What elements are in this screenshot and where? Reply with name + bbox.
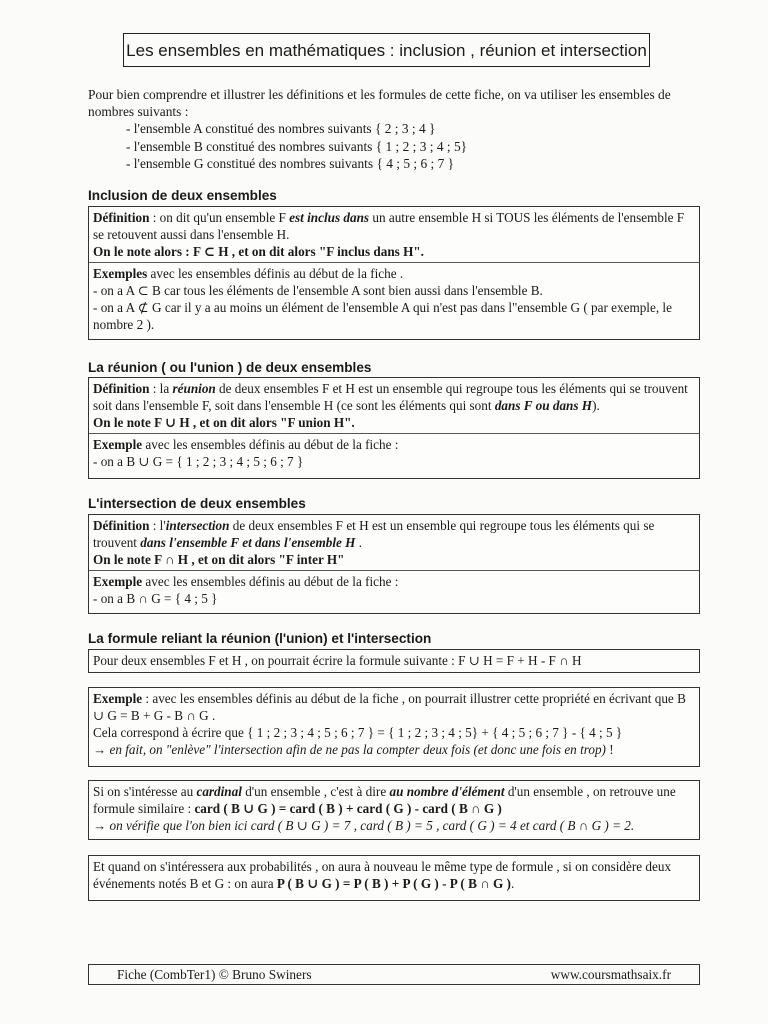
examples-intro-text: avec les ensembles définis au début de la fiche : [142, 574, 399, 589]
probabilities-formula: P ( B ∪ G ) = P ( B ) + P ( G ) - P ( B ∩ G ) [276, 876, 511, 891]
union-example-1: - on a B ∪ G = { 1 ; 2 ; 3 ; 4 ; 5 ; 6 ; 7 } [93, 454, 304, 469]
example-end: ! [605, 742, 614, 757]
examples-intro [93, 265, 695, 282]
definition-text: de deux ensembles F et H est un ensemble qui regroupe tous les éléments qui se trouvent [93, 518, 655, 550]
notation-line [93, 414, 695, 431]
page-title: Les ensembles en mathématiques : inclusion , réunion et intersection [123, 33, 650, 67]
union-term: réunion [172, 381, 216, 396]
formula-box [88, 649, 700, 673]
probabilities-text [93, 858, 695, 892]
inclusion-heading: Inclusion de deux ensembles [88, 188, 277, 203]
union-definition [89, 378, 699, 433]
cardinal-text-part: d'un ensemble , c'est à dire [241, 784, 390, 799]
footer [88, 964, 700, 985]
formula-line: Pour deux ensembles F et H , on pourrait écrire la formule suivante : F ∪ H = F + H - F ∩ H [93, 653, 582, 668]
cardinal-check-line [93, 817, 695, 834]
intro-section [88, 86, 698, 173]
intersection-notation: On le note F ∩ H , et on dit alors "F inter H" [93, 552, 345, 567]
definition-label: Définition [93, 518, 150, 533]
cardinal-text-part: Si on s'intéresse au [93, 784, 197, 799]
cardinal-text [93, 783, 695, 817]
examples-intro [93, 436, 695, 453]
examples-label: Exemple [93, 437, 143, 452]
sets-list [88, 120, 698, 173]
intro-text: Pour bien comprendre et illustrer les définitions et les formules de cette fiche, on va utiliser les ensembles de nombres suivants : [88, 87, 671, 119]
definition-text: : la [149, 381, 173, 396]
probabilities-box [88, 855, 700, 901]
intersection-term: intersection [165, 518, 230, 533]
examples-intro-text: avec les ensembles définis au début de la fiche . [147, 266, 404, 281]
footer-credit: Fiche (CombTer1) © Bruno Swiners [117, 967, 312, 982]
definition-text: ). [592, 398, 600, 413]
union-notation: On le note F ∪ H , et on dit alors "F union H". [93, 415, 355, 430]
definition-text: de deux ensembles F et H est un ensemble qui regroupe tous les éléments qui se trouvent soit dans l'ensemble F, soit dans l'ensemble H (ce sont les éléments qui sont [93, 381, 688, 413]
notation-line [93, 551, 695, 568]
definition-label: Définition [93, 210, 150, 225]
example-content [89, 688, 699, 760]
definition-text: . [355, 535, 363, 550]
example-box [88, 687, 700, 767]
union-definition-text [93, 380, 695, 414]
example-conclusion: → en fait, on "enlève" l'intersection afin de ne pas la compter deux fois (et donc une fois en trop) [93, 742, 606, 757]
examples-intro [93, 573, 695, 590]
formula-heading: La formule reliant la réunion (l'union) et l'intersection [88, 631, 432, 646]
intersection-box [88, 514, 700, 614]
union-box [88, 377, 700, 479]
example-label: Exemple [93, 691, 143, 706]
intersection-definition [89, 515, 699, 570]
intersection-heading: L'intersection de deux ensembles [88, 496, 306, 511]
union-emphasis: dans F ou dans H [494, 398, 593, 413]
set-a-item: - l'ensemble A constitué des nombres suivants { 2 ; 3 ; 4 } [126, 121, 436, 136]
union-examples [89, 433, 699, 472]
definition-text: : l' [149, 518, 166, 533]
example-intro [93, 690, 695, 724]
cardinal-emphasis: au nombre d'élément [389, 784, 505, 799]
examples-label: Exemples [93, 266, 148, 281]
inclusion-example-1: - on a A ⊂ B car tous les éléments de l'ensemble A sont bien aussi dans l'ensemble B. [93, 283, 543, 298]
inclusion-notation: On le note alors : F ⊂ H , et on dit alors "F inclus dans H". [93, 244, 424, 259]
inclusion-definition-text [93, 209, 695, 243]
examples-intro-text: avec les ensembles définis au début de la fiche : [142, 437, 399, 452]
cardinal-text-part: d'un ensemble , on retrouve une formule similaire : [93, 784, 676, 816]
inclusion-term: est inclus dans [289, 210, 370, 225]
intersection-definition-text [93, 517, 695, 551]
cardinal-formula: card ( B ∪ G ) = card ( B ) + card ( G ) - card ( B ∩ G ) [194, 801, 502, 816]
definition-label: Définition [93, 381, 150, 396]
inclusion-box [88, 206, 700, 340]
inclusion-definition [89, 207, 699, 262]
union-heading: La réunion ( ou l'union ) de deux ensembles [88, 360, 372, 375]
cardinal-box [88, 780, 700, 840]
probabilities-text-part: Et quand on s'intéressera aux probabilités , on aura à nouveau le même type de formule , si on considère deux événements notés B et G : on aura [93, 859, 672, 891]
cardinal-check: → on vérifie que l'on bien ici card ( B ∪ G ) = 7 , card ( B ) = 5 , card ( G ) = 4 et card ( B ∩ G ) = 2. [93, 818, 635, 833]
intersection-emphasis: dans l'ensemble F et dans l'ensemble H [140, 535, 356, 550]
inclusion-example-2: - on a A ⊄ G car il y a au moins un élément de l'ensemble A qui n'est pas dans l"ensemble G ( par exemple, le nombre 2 ). [93, 300, 672, 332]
probabilities-content [89, 856, 699, 894]
probabilities-end: . [510, 876, 515, 891]
example-line-3 [93, 741, 695, 758]
definition-text: : on dit qu'un ensemble F [149, 210, 290, 225]
cardinal-term: cardinal [196, 784, 242, 799]
cardinal-content [89, 781, 699, 836]
examples-label: Exemple [93, 574, 143, 589]
inclusion-examples [89, 262, 699, 335]
example-line-2: Cela correspond à écrire que { 1 ; 2 ; 3 ; 4 ; 5 ; 6 ; 7 } = { 1 ; 2 ; 3 ; 4 ; 5} + { 4 ; 5 ; 6 ; 7 } - { 4 ; 5 } [93, 725, 623, 740]
set-g-item: - l'ensemble G constitué des nombres suivants { 4 ; 5 ; 6 ; 7 } [126, 156, 455, 171]
intersection-example-1: - on a B ∩ G = { 4 ; 5 } [93, 591, 218, 606]
footer-website: www.coursmathsaix.fr [550, 967, 671, 982]
definition-text: un autre ensemble H si TOUS les éléments de l'ensemble F se retouvent aussi dans l'ensemble H. [93, 210, 685, 242]
intersection-examples [89, 570, 699, 609]
notation-line [93, 243, 695, 260]
set-b-item: - l'ensemble B constitué des nombres suivants { 1 ; 2 ; 3 ; 4 ; 5} [126, 138, 468, 154]
example-text: : avec les ensembles définis au début de la fiche , on pourrait illustrer cette propriété en écrivant que B ∪ G = B + G - B ∩ G . [93, 691, 686, 723]
